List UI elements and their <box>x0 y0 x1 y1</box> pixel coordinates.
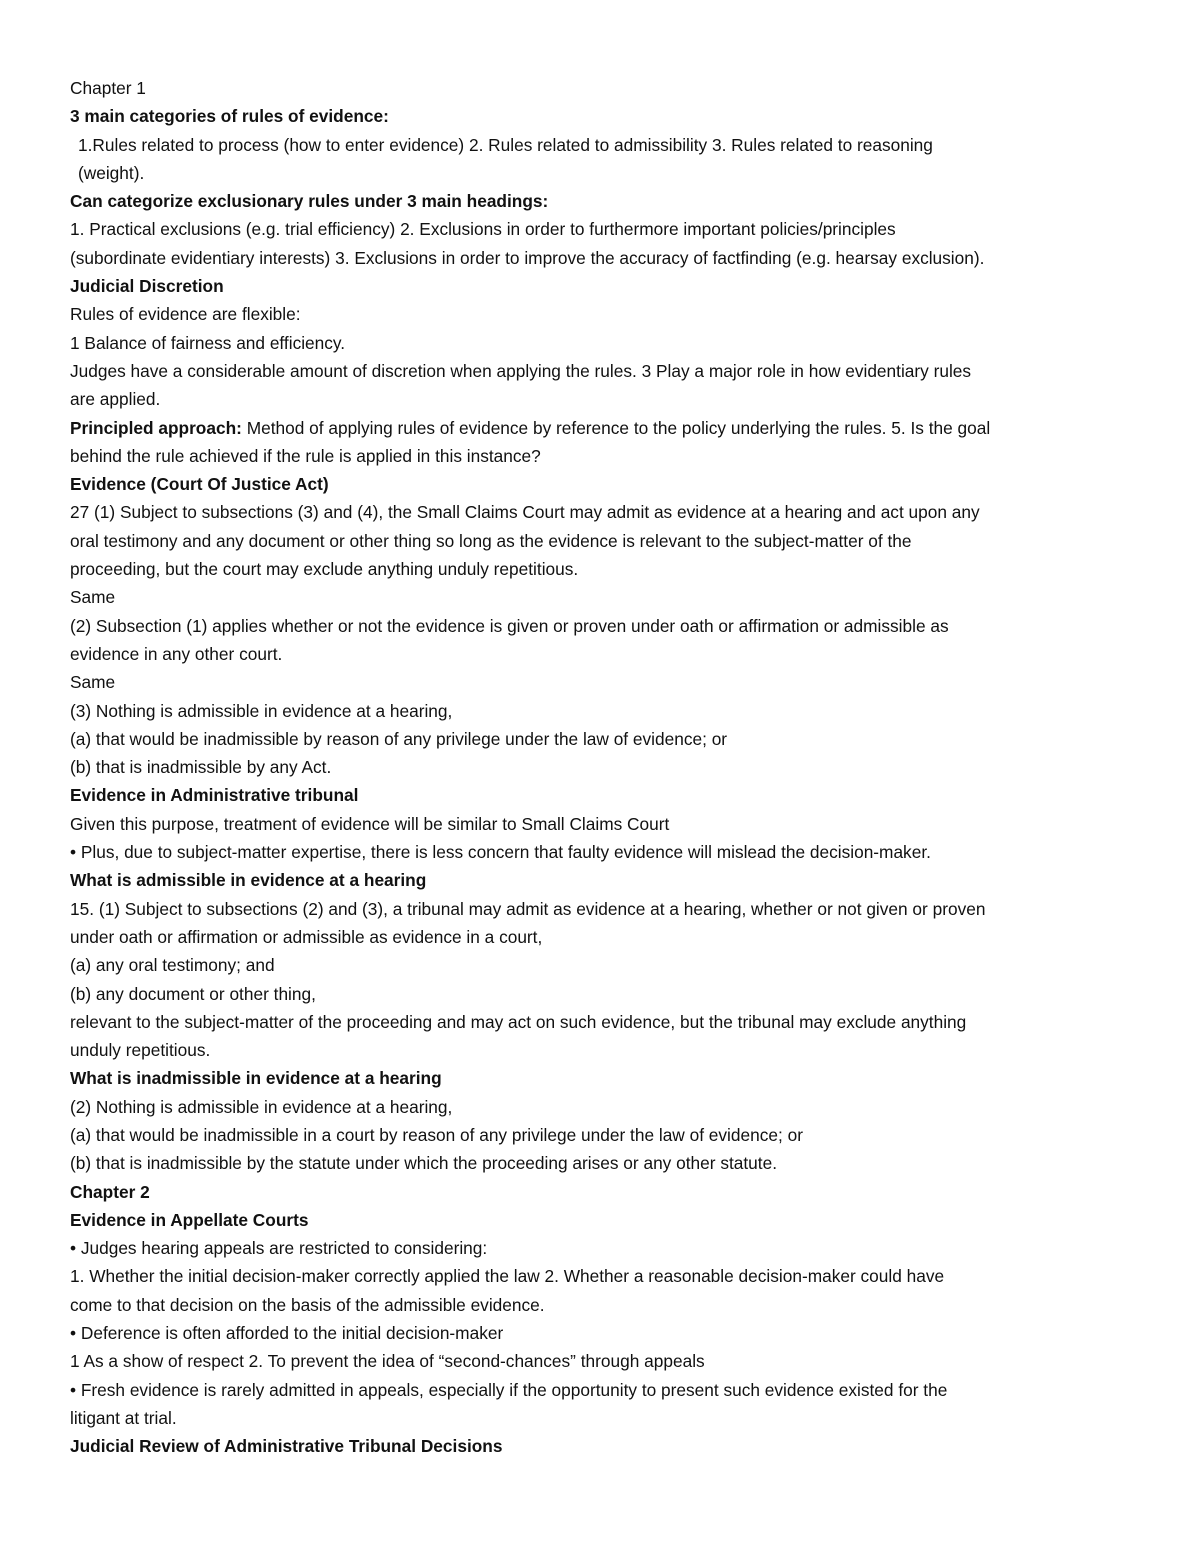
paragraph-line: (a) any oral testimony; and <box>70 955 275 976</box>
paragraph-line: evidence in any other court. <box>70 643 283 664</box>
paragraph-line: (a) that would be inadmissible in a court by reason of any privilege under the law of evidence; or <box>70 1124 803 1145</box>
bullet-line: • Plus, due to subject-matter expertise, there is less concern that faulty evidence will mislead the decision-maker. <box>70 842 931 863</box>
chapter-heading: Chapter 1 <box>70 78 146 98</box>
section-heading: Evidence in Administrative tribunal <box>70 785 359 806</box>
paragraph-line: come to that decision on the basis of the admissible evidence. <box>70 1294 545 1315</box>
document-page <box>70 74 1130 1461</box>
bullet-line: • Deference is often afforded to the initial decision-maker <box>70 1323 504 1344</box>
paragraph-line: (3) Nothing is admissible in evidence at a hearing, <box>70 700 453 721</box>
paragraph-line: 1 As a show of respect 2. To prevent the idea of “second-chances” through appeals <box>70 1351 705 1372</box>
paragraph-line: 1 Balance of fairness and efficiency. <box>70 332 346 353</box>
paragraph-line: (b) that is inadmissible by any Act. <box>70 757 332 778</box>
section-heading: Judicial Discretion <box>70 276 224 297</box>
paragraph-line: Same <box>70 587 116 608</box>
section-heading: Judicial Review of Administrative Tribunal Decisions <box>70 1436 503 1457</box>
paragraph-line: are applied. <box>70 389 161 410</box>
paragraph-line: behind the rule achieved if the rule is applied in this instance? <box>70 445 541 466</box>
section-heading: Evidence in Appellate Courts <box>70 1209 309 1230</box>
paragraph-line: (weight). <box>78 162 145 183</box>
section-heading: What is admissible in evidence at a hearing <box>70 870 427 891</box>
paragraph-line: 15. (1) Subject to subsections (2) and (3), a tribunal may admit as evidence at a hearing, whether or not given or proven <box>70 898 986 919</box>
bullet-line: • Fresh evidence is rarely admitted in appeals, especially if the opportunity to present such evidence existed for the <box>70 1379 948 1400</box>
term-label: Principled approach: <box>70 417 242 438</box>
section-heading: Evidence (Court Of Justice Act) <box>70 474 329 495</box>
paragraph-line: (a) that would be inadmissible by reason of any privilege under the law of evidence; or <box>70 728 728 749</box>
paragraph-line: (b) any document or other thing, <box>70 983 316 1004</box>
paragraph-line: (b) that is inadmissible by the statute under which the proceeding arises or any other statute. <box>70 1153 777 1174</box>
paragraph-line: Judges have a considerable amount of discretion when applying the rules. 3 Play a major role in how evidentiary rules <box>70 360 972 381</box>
section-heading: Can categorize exclusionary rules under 3 main headings: <box>70 191 549 212</box>
section-heading: What is inadmissible in evidence at a hearing <box>70 1068 442 1089</box>
paragraph-line: (subordinate evidentiary interests) 3. Exclusions in order to improve the accuracy of factfinding (e.g. hearsay exclusion). <box>70 247 985 268</box>
section-heading: 3 main categories of rules of evidence: <box>70 106 389 127</box>
paragraph-line: proceeding, but the court may exclude anything unduly repetitious. <box>70 559 579 580</box>
paragraph-line: Rules of evidence are flexible: <box>70 304 301 325</box>
term-definition: Method of applying rules of evidence by reference to the policy underlying the rules. 5. Is the goal <box>241 417 991 438</box>
paragraph-line: relevant to the subject-matter of the proceeding and may act on such evidence, but the tribunal may exclude anything <box>70 1011 967 1032</box>
paragraph-line: Given this purpose, treatment of evidence will be similar to Small Claims Court <box>70 813 670 834</box>
paragraph-line: 27 (1) Subject to subsections (3) and (4), the Small Claims Court may admit as evidence at a hearing and act upon any <box>70 502 980 523</box>
paragraph-line: 1. Whether the initial decision-maker correctly applied the law 2. Whether a reasonable decision-maker could have <box>70 1266 945 1287</box>
paragraph-line: litigant at trial. <box>70 1407 177 1428</box>
paragraph-line: under oath or affirmation or admissible as evidence in a court, <box>70 926 543 947</box>
bullet-line: • Judges hearing appeals are restricted to considering: <box>70 1238 488 1259</box>
paragraph-line: oral testimony and any document or other thing so long as the evidence is relevant to the subject-matter of the <box>70 530 912 551</box>
chapter-heading: Chapter 2 <box>70 1181 150 1202</box>
paragraph-line: Same <box>70 672 116 693</box>
paragraph-line: (2) Subsection (1) applies whether or not the evidence is given or proven under oath or affirmation or admissible as <box>70 615 949 636</box>
paragraph-line: (2) Nothing is admissible in evidence at a hearing, <box>70 1096 453 1117</box>
paragraph-line: 1. Practical exclusions (e.g. trial efficiency) 2. Exclusions in order to furthermore important policies/principles <box>70 219 896 240</box>
paragraph-line: 1.Rules related to process (how to enter evidence) 2. Rules related to admissibility 3. Rules related to reasoning <box>78 134 933 155</box>
paragraph-line <box>70 414 1130 442</box>
paragraph-line: unduly repetitious. <box>70 1040 211 1061</box>
